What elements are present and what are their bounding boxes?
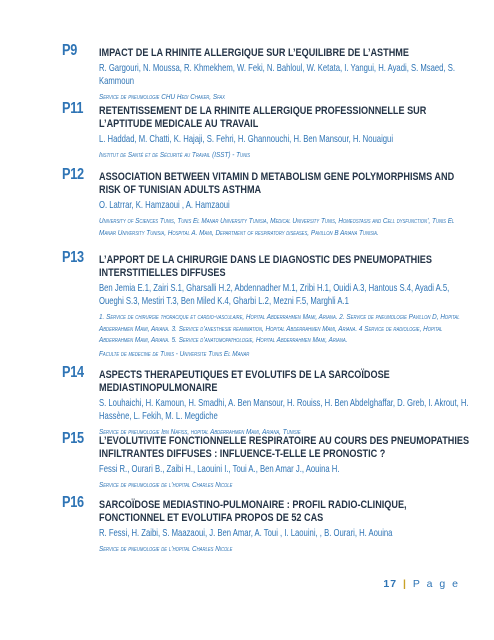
abstract-affiliation: Service de pneumologie de l’hopital Charles Nicole [99, 544, 233, 553]
abstract-title: SARCOÏDOSE MEDIASTINO-PULMONAIRE : PROFIL RADIO-CLINIQUE, FONCTIONNEL ET EVOLUTIFA PROPOS DE 52 CAS [99, 499, 407, 524]
abstract-authors: R. Fessi, H. Zaibi, S. Maazaoui, J. Ben Amar, A. Toui , I. Laouini, , B. Ourari, H. Aouina [99, 528, 393, 539]
abstract-code: P14 [62, 364, 84, 381]
abstract-code: P11 [62, 100, 84, 117]
abstract-affiliation: Service de pneumologie CHU Hedi Chaker, Sfax [99, 92, 225, 101]
page-footer [380, 578, 460, 590]
abstract-code: P16 [62, 494, 84, 511]
abstract-code: P15 [62, 430, 84, 447]
abstract-authors: Fessi R., Ourari B., Zaibi H., Laouini I., Toui A., Ben Amar J., Aouina H. [99, 464, 340, 475]
abstract-code: P12 [62, 166, 84, 183]
abstract-authors: O. Latrrar, K. Hamzaoui , A. Hamzaoui [99, 200, 230, 211]
abstract-affiliation: Service de pneumologie de l’hopital Charles Nicole [99, 480, 233, 489]
abstract-authors: L. Haddad, M. Chatti, K. Hajaji, S. Fehri, H. Ghannouchi, H. Ben Mansour, H. Nouaigui [99, 134, 394, 145]
abstract-authors: S. Louhaichi, H. Kamoun, H. Smadhi, A. Ben Mansour, H. Rouiss, H. Ben Abdelghaffar, D. Greb, I. Akrout, H. Hassène, L. Fekih, M. L. Megdiche [99, 398, 469, 422]
abstract-authors: R. Gargouri, N. Moussa, R. Khmekhem, W. Feki, N. Bahloul, W. Ketata, I. Yangui, H. Ayadi, S. Msaed, S. Kammoun [99, 63, 455, 87]
abstract-affiliation: Service de pneumologie Ibn Nafiss, hopital Abderrahmen Mami, Ariana, Tunisie [99, 427, 301, 436]
abstract-affiliation: University of Sciences Tunis, Tunis El Manar University Tunisia, Medical University Tunis, Homeostasis and Cell dysfunction’, Tunis El Manar University Tunisia, Hospital A. Mami, Department of respiratory diseases, Pavillon B Ariana Tunisia. [99, 216, 455, 237]
page-word: P a g e [412, 578, 460, 590]
page-number: 17 [383, 578, 398, 590]
abstract-title: ASSOCIATION BETWEEN VITAMIN D METABOLISM GENE POLYMORPHISMS AND RISK OF TUNISIAN ADULTS ASTHMA [99, 171, 455, 196]
abstract-title: RETENTISSEMENT DE LA RHINITE ALLERGIQUE PROFESSIONNELLE SUR L’APTITUDE MEDICALE AU TRAVAIL [99, 105, 427, 130]
page-separator: | [403, 578, 407, 590]
abstract-code: P9 [62, 42, 78, 59]
abstract-affiliation: Institut de Santé et de Sécurité au Travail (ISST) - Tunis [99, 150, 251, 159]
abstract-title: ASPECTS THERAPEUTIQUES ET EVOLUTIFS DE LA SARCOÏDOSE MEDIASTINOPULMONAIRE [99, 369, 390, 394]
abstract-title: L’EVOLUTIVITE FONCTIONNELLE RESPIRATOIRE AU COURS DES PNEUMOPATHIES INFILTRANTES DIFFUSES : INFLUENCE-T-ELLE LE PRONOSTIC ? [99, 435, 470, 460]
abstract-title: IMPACT DE LA RHINITE ALLERGIQUE SUR L’EQUILIBRE DE L’ASTHME [99, 47, 409, 59]
abstract-authors: Ben Jemia E.1, Zairi S.1, Gharsalli H.2, Abdennadher M.1, Zribi H.1, Ouidi A.3, Hantous S.4, Ayadi A.5, Oueghi S.3, Mestiri T.3, Ben Miled K.4, Gharbi L.2, Mezni F.5, Marghli A.1 [99, 283, 450, 307]
abstract-affiliation: 1. Service de chirurgie thoracique et cardio-vasculaire, Hopital Abderrahmen Mami, Ariana. 2. Service de pneumologie Pavillon D, Hopital Abderrahmen Mami, Ariana. 3. Service d’anesthesie reanimation, Hopital Abderrahmen Mami, Ariana. 4 Service de radiologie, Hopital Abderrahmen Mami, Ariana. 5. Service d’anatomopathologie, Hopital Abderrahmen Mami, Ariana. [99, 312, 460, 344]
abstract-title: L’APPORT DE LA CHIRURGIE DANS LE DIAGNOSTIC DES PNEUMOPATHIES INTERSTITIELLES DIFFUSES [99, 254, 432, 279]
abstract-code: P13 [62, 249, 84, 266]
abstract-affiliation-secondary: Faculte de medecine de Tunis - Universite Tunis El Manar [99, 348, 250, 358]
